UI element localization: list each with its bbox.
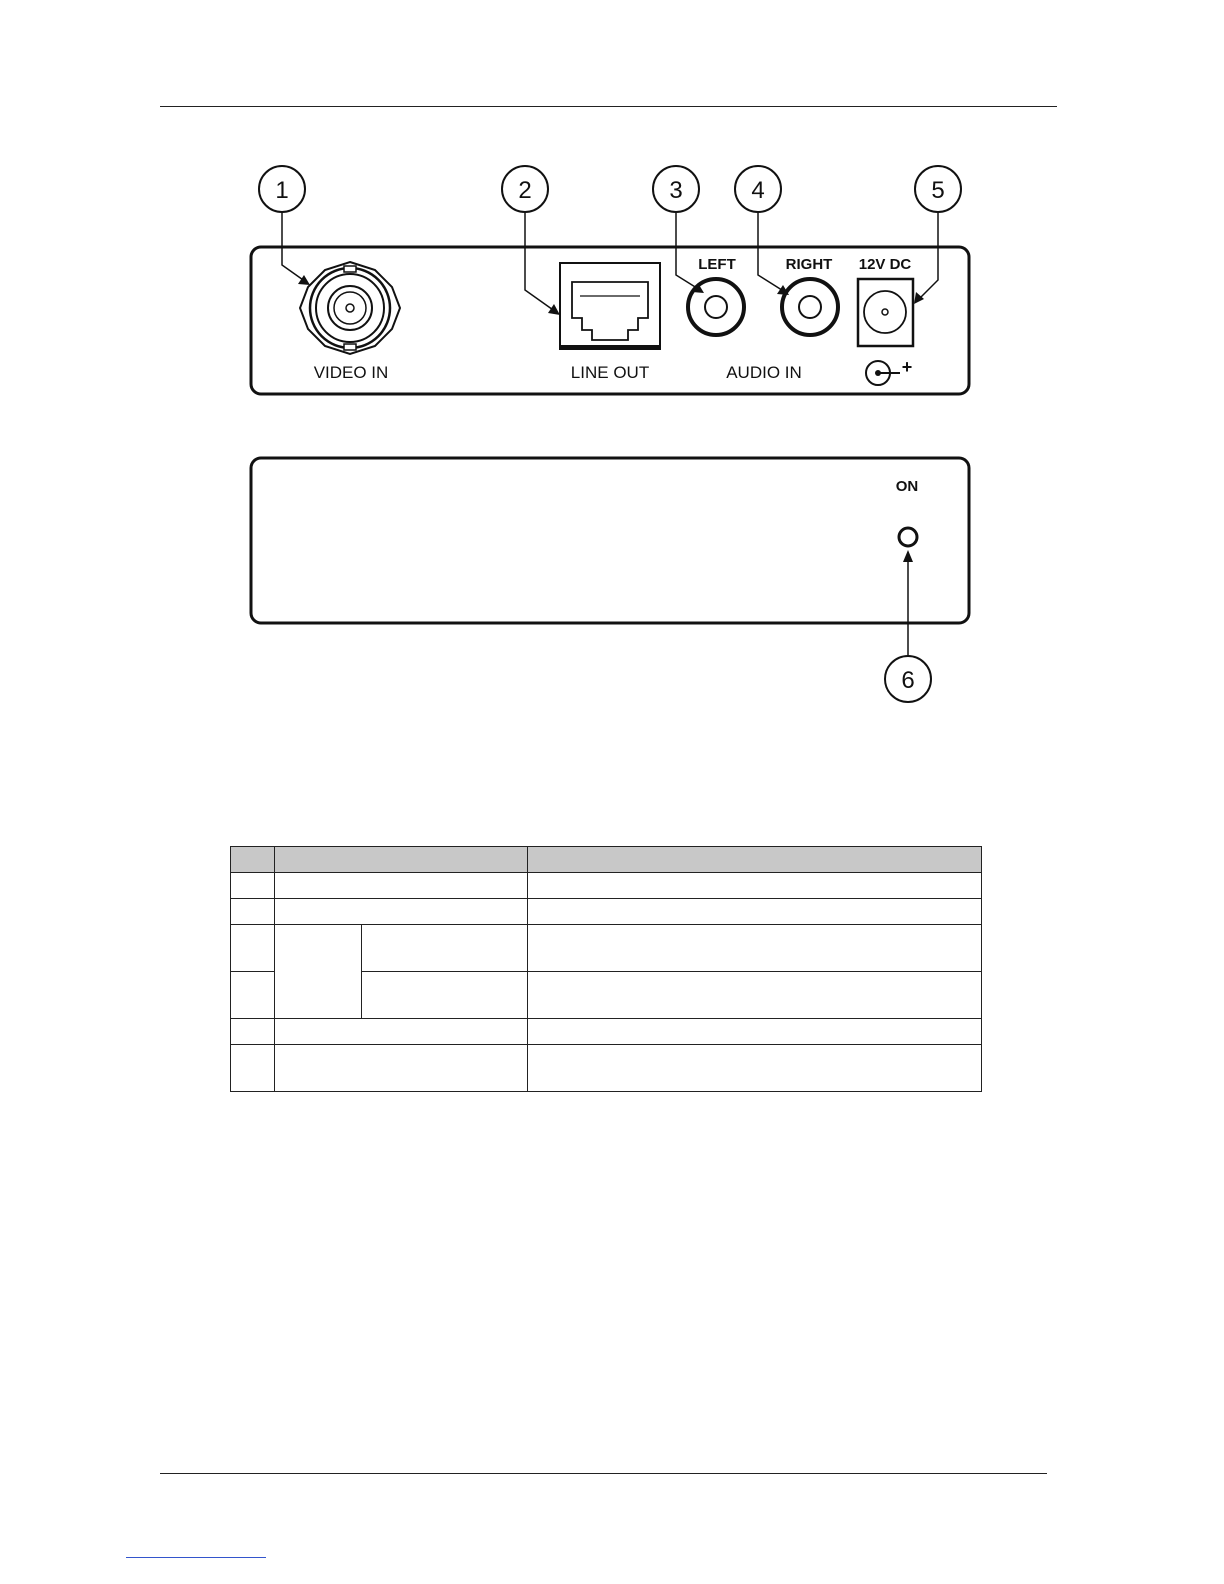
table-row (231, 1019, 982, 1045)
header-num (231, 847, 275, 873)
footnote-link-rule (126, 1557, 266, 1558)
polarity-plus-label: + (901, 357, 913, 377)
rca-right-jack-icon (782, 279, 838, 335)
table-row (231, 925, 982, 972)
power-label: 12V DC (858, 256, 912, 273)
callout-6 (885, 656, 931, 702)
table-row (231, 1045, 982, 1092)
video-in-label: VIDEO IN (313, 363, 389, 382)
svg-text:4: 4 (751, 177, 765, 204)
table-row (231, 873, 982, 899)
callout-4 (735, 166, 781, 212)
footer-rule (160, 1473, 1047, 1474)
right-label: RIGHT (785, 256, 833, 273)
features-table (230, 846, 982, 1092)
on-led-icon (899, 528, 917, 546)
svg-text:1: 1 (275, 177, 289, 204)
callout-1 (259, 166, 305, 212)
table-header-row (231, 847, 982, 873)
line-out-label: LINE OUT (570, 363, 650, 382)
rj45-port-icon (560, 263, 660, 350)
header-function (528, 847, 982, 873)
callout-3 (653, 166, 699, 212)
dc-power-jack-icon (858, 279, 913, 346)
audio-in-label: AUDIO IN (726, 363, 802, 382)
on-label: ON (895, 478, 919, 495)
svg-text:3: 3 (669, 177, 683, 204)
front-panel (251, 458, 969, 623)
panel-diagram (0, 0, 1224, 760)
svg-text:2: 2 (518, 177, 532, 204)
left-label: LEFT (698, 256, 736, 273)
svg-text:6: 6 (901, 667, 915, 694)
svg-text:5: 5 (931, 177, 945, 204)
table-row (231, 899, 982, 925)
callout-2 (502, 166, 548, 212)
callout-5 (915, 166, 961, 212)
header-feature (275, 847, 528, 873)
